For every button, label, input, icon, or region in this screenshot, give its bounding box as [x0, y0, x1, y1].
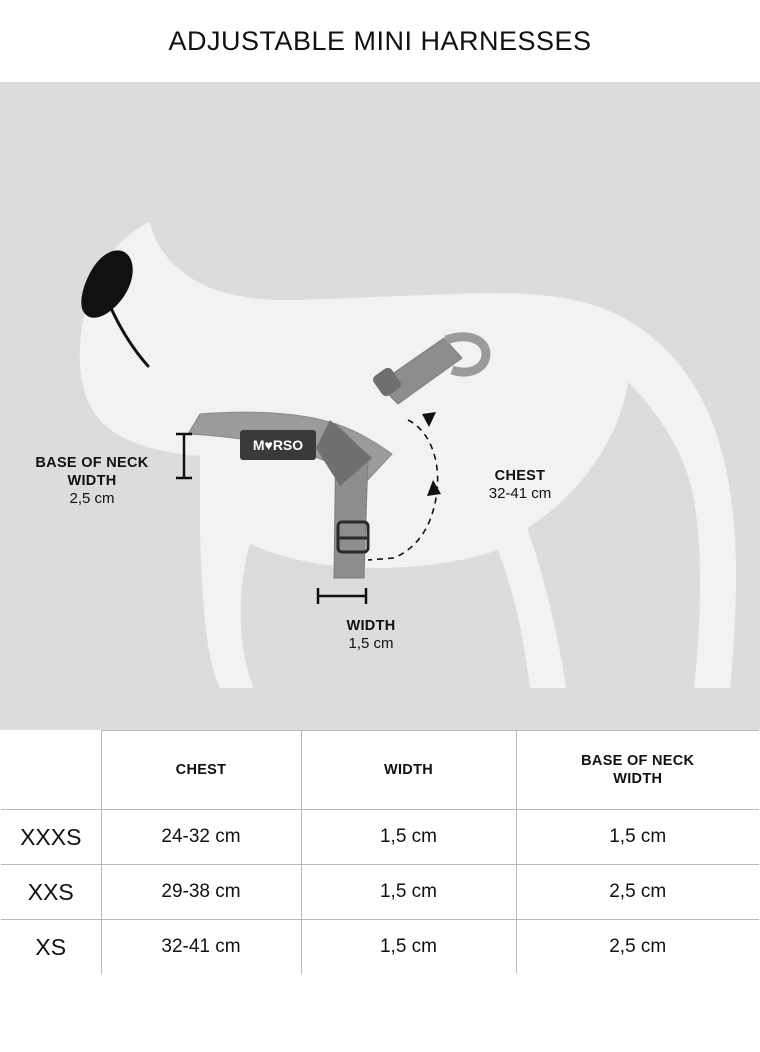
row-neck: 1,5 cm [516, 810, 759, 865]
label-chest-line1: CHEST [494, 468, 546, 484]
brand-patch-label: M♥RSO [252, 437, 304, 453]
page-title: ADJUSTABLE MINI HARNESSES [168, 25, 592, 56]
row-size: XS [1, 920, 101, 975]
label-base-of-neck-line2: WIDTH [67, 473, 117, 490]
table-header-neck-line2: WIDTH [613, 771, 663, 787]
label-base-of-neck-line1: BASE OF NECK [35, 455, 149, 471]
size-table-wrapper [0, 730, 760, 1052]
table-header-neck [516, 731, 759, 810]
size-table [1, 730, 759, 974]
label-width-value: 1,5 cm [348, 635, 394, 653]
table-row [1, 865, 759, 920]
label-base-of-neck-value: 2,5 cm [69, 490, 115, 508]
row-width: 1,5 cm [301, 920, 516, 975]
table-header-chest: CHEST [101, 731, 301, 810]
table-header-neck-line1: BASE OF NECK [581, 752, 695, 769]
table-header-width: WIDTH [301, 731, 516, 810]
table-header-corner [1, 731, 101, 810]
row-chest: 24-32 cm [101, 810, 301, 865]
row-neck: 2,5 cm [516, 920, 759, 975]
table-header-row [1, 731, 759, 810]
row-chest: 29-38 cm [101, 865, 301, 920]
row-size: XXXS [1, 810, 101, 865]
label-chest [440, 467, 600, 504]
row-width: 1,5 cm [301, 810, 516, 865]
table-row [1, 920, 759, 975]
label-base-of-neck [14, 454, 170, 509]
label-width [296, 617, 446, 654]
row-neck: 2,5 cm [516, 865, 759, 920]
title-bar [0, 0, 760, 82]
row-width: 1,5 cm [301, 865, 516, 920]
table-row [1, 810, 759, 865]
row-chest: 32-41 cm [101, 920, 301, 975]
harness-diagram [0, 82, 760, 730]
row-size: XXS [1, 865, 101, 920]
width-measure-bracket [318, 588, 366, 604]
label-chest-value: 32-41 cm [488, 485, 552, 503]
label-width-line1: WIDTH [346, 618, 396, 634]
